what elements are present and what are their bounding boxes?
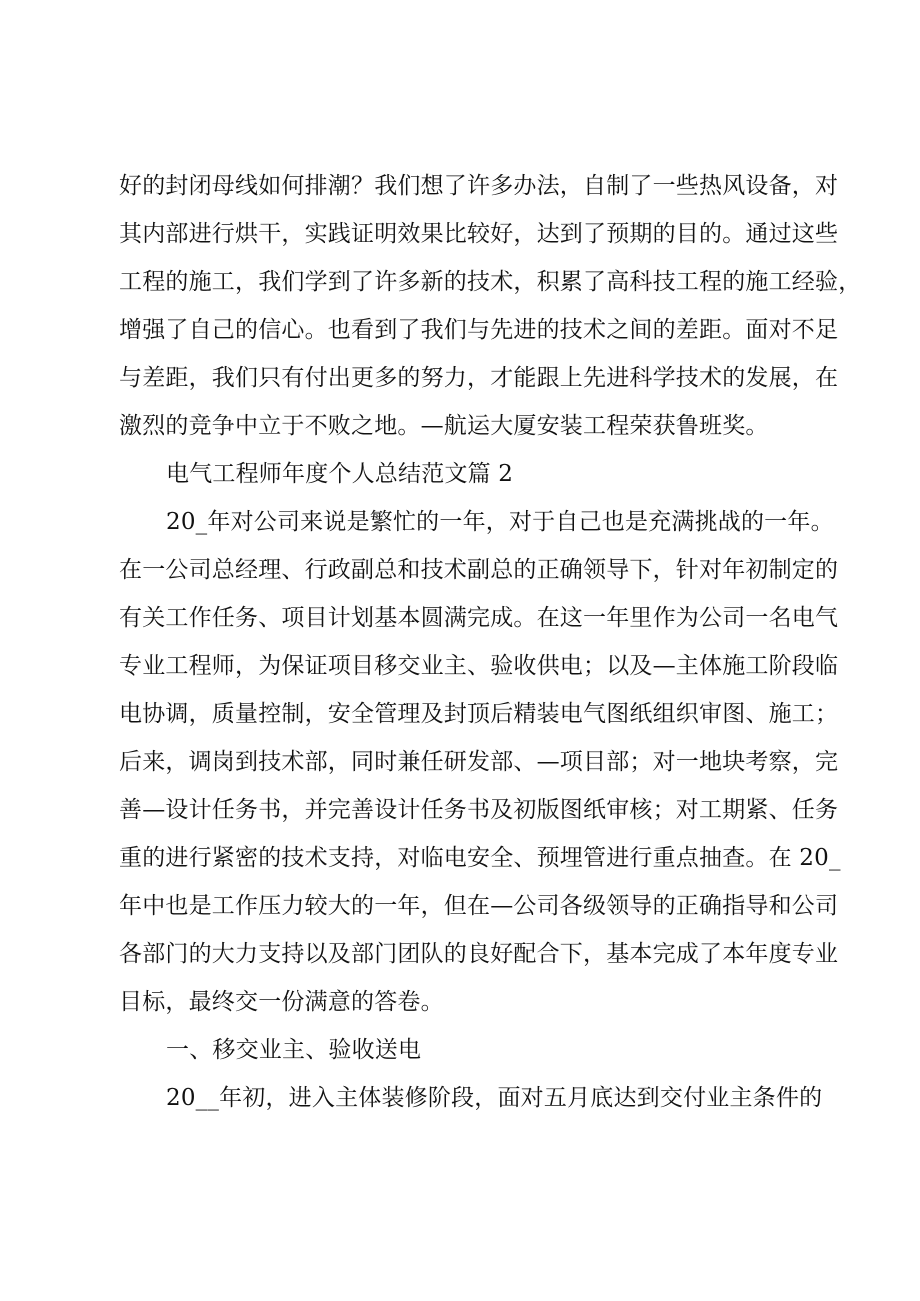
paragraph-line: 与差距，我们只有付出更多的努力，才能跟上先进科学技术的发展，在 — [119, 365, 839, 391]
paragraph-line: 在一公司总经理、行政副总和技术副总的正确领导下，针对年初制定的 — [119, 557, 839, 583]
subsection-heading: 一、移交业主、验收送电 — [166, 1037, 422, 1063]
paragraph-line: 电协调，质量控制，安全管理及封顶后精装电气图纸组织审图、施工； — [119, 701, 839, 727]
paragraph-line: 各部门的大力支持以及部门团队的良好配合下，基本完成了本年度专业 — [119, 941, 839, 967]
paragraph-line: 20__年初，进入主体装修阶段，面对五月底达到交付业主条件的 — [166, 1085, 823, 1111]
paragraph-line: 其内部进行烘干，实践证明效果比较好，达到了预期的目的。通过这些 — [119, 221, 839, 247]
paragraph-line: 增强了自己的信心。也看到了我们与先进的技术之间的差距。面对不足 — [119, 317, 839, 343]
paragraph-line: 好的封闭母线如何排潮？我们想了许多办法，自制了一些热风设备，对 — [119, 173, 839, 199]
paragraph-line: 专业工程师，为保证项目移交业主、验收供电；以及—主体施工阶段临 — [119, 653, 839, 679]
paragraph-line: 有关工作任务、项目计划基本圆满完成。在这一年里作为公司一名电气 — [119, 605, 839, 631]
paragraph-line: 年中也是工作压力较大的一年，但在—公司各级领导的正确指导和公司 — [119, 893, 839, 919]
paragraph-line: 工程的施工，我们学到了许多新的技术，积累了高科技工程的施工经验， — [119, 269, 862, 295]
section-heading: 电气工程师年度个人总结范文篇 2 — [166, 461, 514, 487]
paragraph-line: 20_年对公司来说是繁忙的一年，对于自己也是充满挑战的一年。 — [166, 509, 834, 535]
paragraph-line: 重的进行紧密的技术支持，对临电安全、预埋管进行重点抽查。在 20_ — [119, 845, 841, 871]
paragraph-line: 激烈的竞争中立于不败之地。—航运大厦安装工程荣获鲁班奖。 — [119, 413, 769, 439]
paragraph-line: 善—设计任务书，并完善设计任务书及初版图纸审核；对工期紧、任务 — [119, 797, 839, 823]
paragraph-line: 后来，调岗到技术部，同时兼任研发部、—项目部；对一地块考察，完 — [119, 749, 839, 775]
paragraph-line: 目标，最终交一份满意的答卷。 — [119, 989, 444, 1015]
